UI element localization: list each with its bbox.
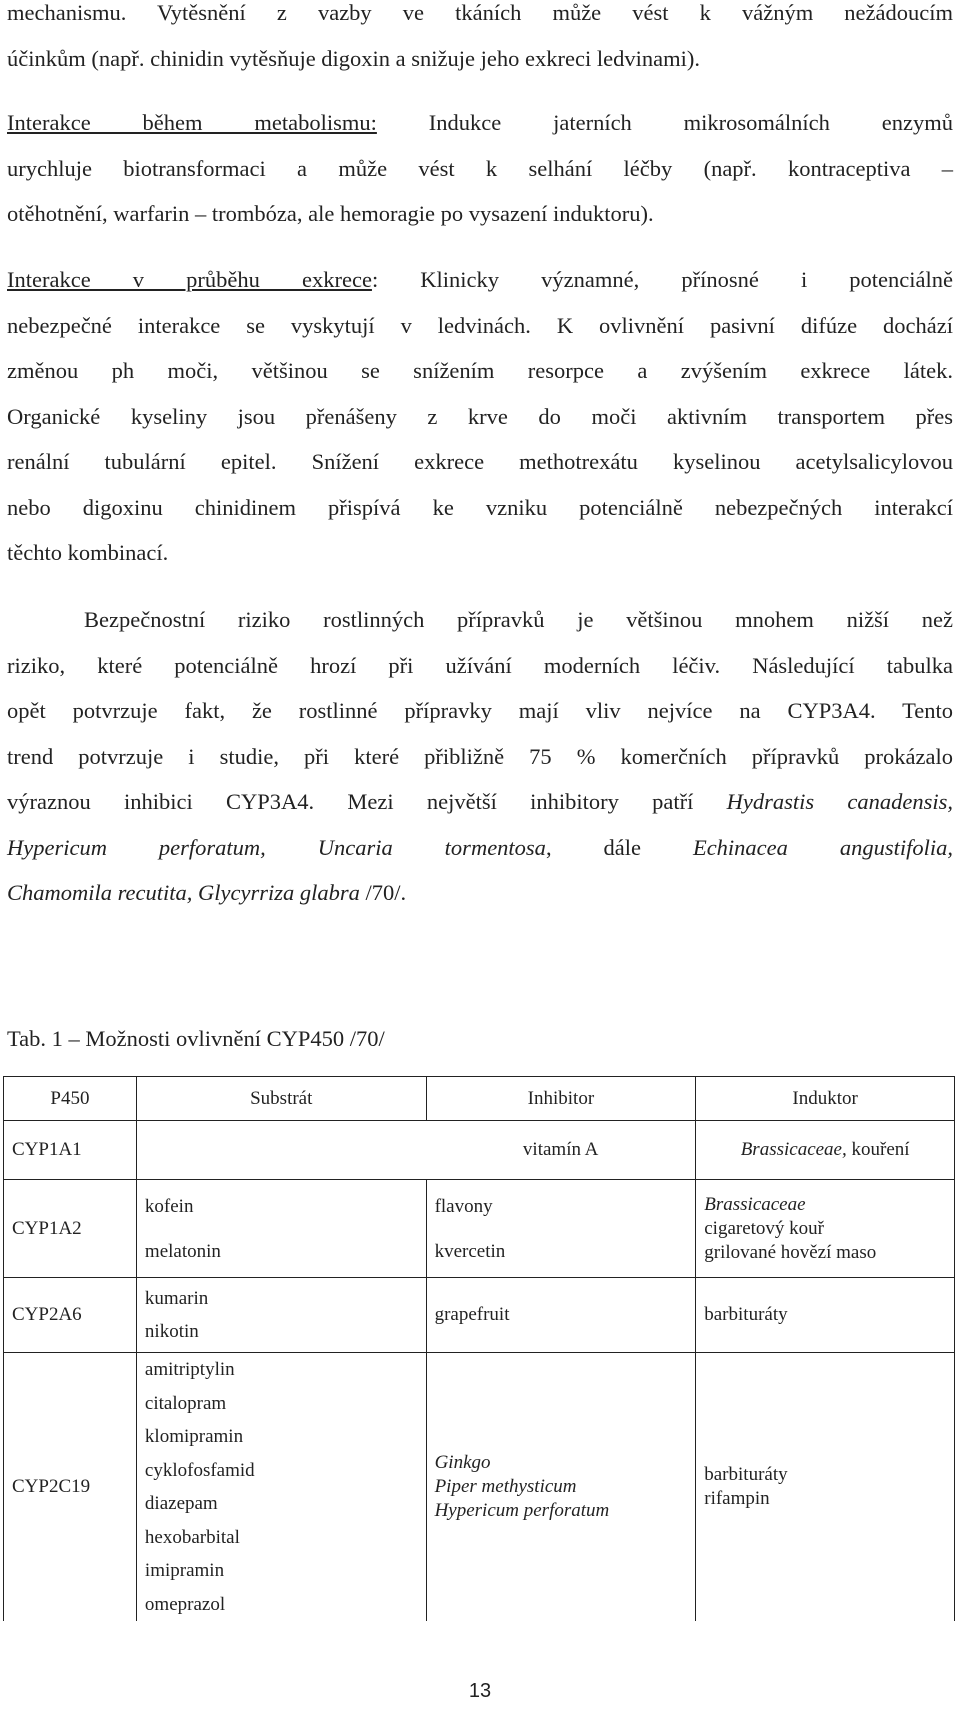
inductor-cell: barbituráty — [696, 1278, 955, 1353]
column-header: Induktor — [696, 1077, 955, 1121]
text-line: : Klinicky významné, přínosné i potenciálně — [371, 267, 953, 292]
substrate-cell: amitriptylin citalopram klomipramin cyklofosfamid diazepam hexobarbital imipramin omeprazol — [136, 1353, 426, 1622]
text-line: urychluje biotransformaci a může vést k selhání léčby (např. kontraceptiva – — [7, 155, 953, 181]
table-row — [4, 1121, 955, 1180]
inductor-cell: Brassicaceae cigaretový kouř grilované hovězí maso — [696, 1180, 955, 1278]
text-line: riziko, které potenciálně hrozí při užívání moderních léčiv. Následující tabulka — [7, 652, 953, 678]
text-line: nebo digoxinu chinidinem přispívá ke vzniku potenciálně nebezpečných interakcí — [7, 494, 953, 520]
column-header: Inhibitor — [426, 1077, 696, 1121]
page-number: 13 — [468, 1680, 492, 1702]
inhibitor-cell: vitamín A — [426, 1121, 696, 1180]
p450-cell: CYP1A1 — [4, 1121, 137, 1180]
paragraph-metabolism — [7, 100, 953, 237]
species-name: Echinacea angustifolia, — [692, 834, 953, 860]
inhibitor-cell: flavony kvercetin — [426, 1180, 696, 1278]
text-line: výraznou inhibici CYP3A4. Mezi největší inhibitory patří — [7, 789, 727, 814]
substrate-cell: kumarin nikotin — [136, 1278, 426, 1353]
inductor-cell: barbituráty rifampin — [696, 1353, 955, 1622]
text-line: renální tubulární epitel. Snížení exkrece methotrexátu kyselinou acetylsalicylovou — [7, 449, 953, 474]
species-name: Chamomila recutita, Glycyrriza glabra — [7, 880, 360, 905]
substrate-cell — [136, 1121, 426, 1180]
column-header: P450 — [4, 1077, 137, 1121]
substrate-cell: kofein melatonin — [136, 1180, 426, 1278]
column-header: Substrát — [136, 1077, 426, 1121]
text-line: účinkům (např. chinidin vytěsňuje digoxin a snižuje jeho exkreci ledvinami). — [7, 45, 700, 71]
table-row — [4, 1353, 955, 1622]
p450-cell: CYP1A2 — [4, 1180, 137, 1278]
text-line: změnou ph moči, většinou se snížením resorpce a zvýšením exkrece látek. — [7, 358, 953, 383]
inductor-cell: Brassicaceae, kouření — [696, 1121, 955, 1180]
text-line: trend potvrzuje i studie, při které přibližně 75 % komerčních přípravků prokázalo — [7, 743, 953, 769]
table-header-row — [4, 1077, 955, 1121]
paragraph-excretion — [7, 257, 953, 576]
text-line: mechanismu. Vytěsnění z vazby ve tkáních může vést k vážným nežádoucím — [7, 0, 953, 25]
species-name: Hypericum perforatum, Uncaria tormentosa — [7, 834, 546, 860]
section-heading-metabolism: Interakce během metabolismu: — [7, 110, 377, 135]
text-line: Bezpečnostní riziko rostlinných přípravků je většinou mnohem nižší než — [84, 607, 953, 632]
text-line: Organické kyseliny jsou přenášeny z krve do moči aktivním transportem přes — [7, 403, 953, 429]
inhibitor-cell: Ginkgo Piper methysticum Hypericum perforatum — [426, 1353, 696, 1622]
table-caption: Tab. 1 – Možnosti ovlivnění CYP450 /70/ — [7, 1026, 385, 1051]
species-name: Hydrastis canadensis, — [726, 789, 954, 814]
text-line: opět potvrzuje fakt, že rostlinné přípravky mají vliv nejvíce na CYP3A4. Tento — [7, 698, 953, 723]
text-line: /70/. — [359, 880, 407, 905]
inhibitor-cell: grapefruit — [426, 1278, 696, 1353]
p450-cell: CYP2C19 — [4, 1353, 137, 1622]
cyp450-table — [3, 1076, 955, 1621]
text-line: Indukce jaterních mikrosomálních enzymů — [376, 110, 953, 135]
text-line: otěhotnění, warfarin – trombóza, ale hemoragie po vysazení induktoru). — [7, 201, 654, 226]
text-line: těchto kombinací. — [7, 540, 169, 565]
text-line: , dále — [545, 834, 693, 860]
table-row — [4, 1180, 955, 1278]
p450-cell: CYP2A6 — [4, 1278, 137, 1353]
text-line: nebezpečné interakce se vyskytují v ledvinách. K ovlivnění pasivní difúze dochází — [7, 312, 953, 338]
table-row — [4, 1278, 955, 1353]
paragraph-safety — [7, 597, 953, 916]
section-heading-excretion: Interakce v průběhu exkrece — [7, 267, 372, 292]
paragraph-continuation — [7, 0, 953, 81]
